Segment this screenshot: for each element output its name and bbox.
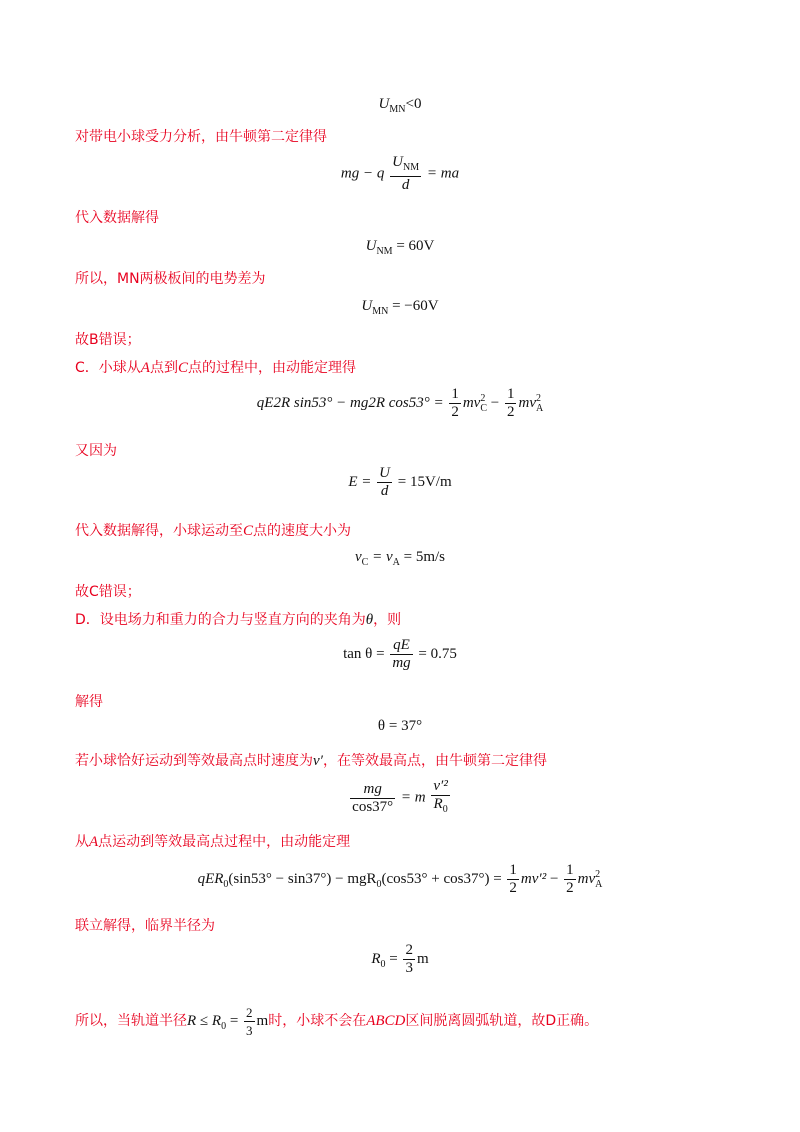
- text-and-because: 又因为: [75, 443, 117, 459]
- equation-umn-negative: $U_{MN}<0$: [378, 96, 422, 115]
- equation-kinetic-energy-ac: qE2R sin53° − mg2R cos53° = $\frac{1}{2}$ $mv^2_C$ − $\frac{1}{2}$ $mv^2_A$: [256, 386, 544, 420]
- text-solve: 解得: [75, 694, 103, 710]
- text-conclusion: 所以，当轨道半径$R \le R_0$ = $\frac{2}{3}$ m时，小球不会在ABCD区间脱离圆弧轨道，故D正确。: [75, 1005, 599, 1038]
- text-from-a-to-highest: 从A点运动到等效最高点过程中，由动能定理: [75, 834, 351, 850]
- text-c-intro: C．小球从A点到C点的过程中，由动能定理得: [75, 360, 356, 376]
- equation-newton-second-law: mg − q $\frac{U_{NM}}{d}$ = ma: [340, 154, 460, 193]
- equation-unm-value: $U_{NM} = 60V$: [365, 238, 435, 257]
- text-highest-point: 若小球恰好运动到等效最高点时速度为v′，在等效最高点，由牛顿第二定律得: [75, 753, 547, 769]
- equation-critical-radius: $R_0$ = $\frac{2}{3}$ m: [371, 942, 429, 976]
- equation-tan-theta: tan θ = $\frac{qE}{mg}$ = 0.75: [343, 637, 457, 671]
- equation-highest-point-newton: $\frac{mg}{\cos 37^\circ}$ = m $\frac{\text{v′²}}{R_0}$: [352, 778, 448, 815]
- text-combine-solve: 联立解得，临界半径为: [75, 918, 215, 934]
- text-d-intro: D．设电场力和重力的合力与竖直方向的夹角为θ，则: [75, 612, 402, 628]
- text-force-analysis: 对带电小球受力分析，由牛顿第二定律得: [75, 129, 327, 145]
- equation-umn-value: $U_{MN} = -60V$: [361, 298, 439, 317]
- text-speed-at-c: 代入数据解得，小球运动至C点的速度大小为: [75, 523, 352, 539]
- equation-kinetic-energy-highest: qER$_0$(sin53° − sin37°) − mgR$_0$(cos53° + cos37°) = $\frac{1}{2}$ mv′² − $\frac{1}{2}$ $mv^2_A$: [197, 862, 603, 896]
- equation-vc-va: $v_C = v_A = 5m/s$: [355, 549, 445, 568]
- text-potential-difference: 所以，MN两极板间的电势差为: [75, 271, 266, 287]
- text-substitute-1: 代入数据解得: [75, 210, 159, 226]
- inline-radius-condition: $R \le R_0$ = $\frac{2}{3}$ m: [187, 1005, 269, 1038]
- equation-field-strength: E = $\frac{U}{d}$ = 15V/m: [348, 465, 452, 499]
- equation-theta-value: θ = 37°: [377, 718, 423, 734]
- text-b-wrong: 故B错误；: [75, 332, 141, 348]
- text-c-wrong: 故C错误；: [75, 584, 141, 600]
